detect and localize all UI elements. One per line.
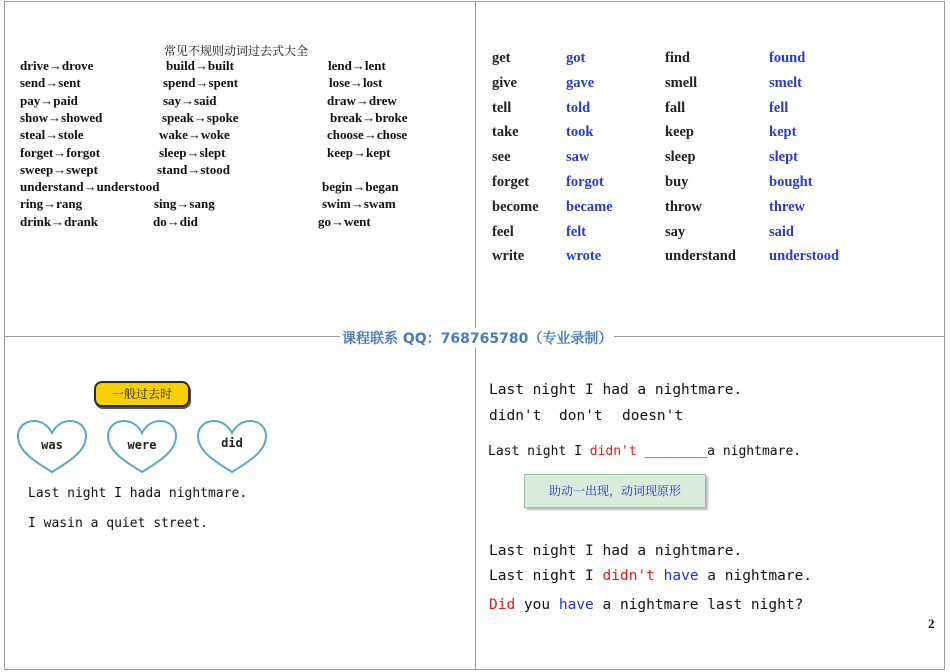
s3-mid: you [515,597,559,613]
base-verb: become [492,198,539,215]
verb-pair: lose→lost [329,75,383,91]
s3-suffix: a nightmare last night? [593,597,804,613]
slide1-title: 常见不规则动词过去式大全 [164,44,309,58]
heart-were [106,419,178,475]
page-number: 2 [928,616,935,631]
verb-pair: lend→lent [328,58,386,73]
base-verb: throw [665,198,702,215]
base-verb: see [492,149,511,166]
verb-pair: spend→spent [163,75,239,91]
past-verb: said [769,223,794,240]
base-verb: keep [665,124,694,141]
verb-pair: break→broke [330,109,408,125]
fill-sentence [488,444,801,459]
s2-blue: have [663,568,699,584]
fill-red: didn't [589,444,637,459]
past-verb: took [566,124,594,141]
verb-pair: choose→chose [327,127,408,143]
verb-pair: go→went [318,213,371,229]
aux-didnt: didn't [489,408,542,424]
base-verb: say [665,223,686,240]
s2-suffix: a nightmare. [698,568,813,584]
base-verb: buy [665,174,689,190]
past-verb: forgot [566,174,604,190]
slide3-sentence-1: Last night I hada nightmare. [28,486,248,501]
s3-blue: have [558,597,594,613]
verb-pair: draw→drew [327,92,397,108]
fill-prefix: Last night I [488,444,590,459]
heart-did-label: did [221,436,243,450]
watermark: 课程联系 QQ：768765780（专业录制） [340,328,614,348]
base-verb: write [492,248,525,265]
base-verb: forget [492,174,530,190]
aux-doesnt: doesn't [622,408,684,424]
verb-pair: pay→paid [20,92,78,108]
verb-pair: do→did [153,213,198,229]
base-verb: take [492,124,519,141]
base-verb: tell [492,99,512,116]
s2-prefix: Last night I [489,568,603,584]
slide4-sentence-affirmative: Last night I had a nightmare. [489,543,743,559]
verb-pair: wake→woke [159,127,230,143]
past-verb: felt [566,223,587,240]
verb-pair: stand→stood [157,161,230,177]
past-verb: got [566,50,586,66]
verb-pair: speak→spoke [162,109,239,125]
base-verb: get [492,50,511,66]
verb-pair: show→showed [20,109,103,125]
fill-blank: ________ [636,444,708,459]
past-verb: told [566,99,591,116]
verb-pair: drive→drove [20,58,94,73]
base-verb: feel [492,223,514,240]
heart-was [16,419,88,475]
past-verb: slept [769,149,798,166]
past-verb: understood [769,248,840,265]
verb-pair: drink→drank [20,213,99,229]
past-verb: gave [566,74,595,91]
verb-pair: begin→began [322,179,399,195]
fill-suffix: a nightmare. [707,444,802,459]
grammar-badge: 一般过去时 [94,381,190,407]
verb-pair: swim→swam [322,196,396,212]
base-verb: fall [665,99,686,116]
past-verb: kept [769,124,797,141]
verb-pair: ring→rang [20,196,83,212]
heart-was-label: was [41,438,63,452]
base-verb: find [665,50,690,66]
past-verb: smelt [769,74,803,91]
base-verb: understand [665,248,736,265]
past-verb: became [566,198,613,215]
verb-pair: sweep→swept [20,161,98,177]
rule-box: 助动一出现，动词现原形 [524,474,706,508]
past-verb: bought [769,174,813,190]
aux-dont: don't [559,408,603,424]
slide-3 [4,336,476,670]
slide3-sentence-2: I wasin a quiet street. [28,516,209,531]
s2-red: didn't [602,568,655,584]
verb-pair: forget→forgot [20,144,101,160]
heart-were-label: were [127,438,157,452]
s3-red: Did [489,597,516,613]
base-verb: give [492,74,517,91]
verb-pair: build→built [166,58,234,73]
slide4-sentence-negative [489,568,812,584]
past-verb: fell [769,99,789,116]
verb-pair: send→sent [20,75,81,91]
verb-pair: understand→understood [20,179,160,195]
slide-2 [475,1,945,337]
past-verb: saw [566,149,590,166]
verb-pair: steal→stole [20,127,84,143]
slide4-sentence-question [489,597,803,613]
verb-pair: sleep→slept [159,144,226,160]
verb-pair: sing→sang [154,196,215,212]
slide4-sentence-1: Last night I had a nightmare. [489,382,743,398]
past-verb: found [769,50,806,66]
heart-did [196,419,268,475]
past-verb: threw [769,198,805,215]
verb-pair: keep→kept [327,144,391,160]
verb-pair: say→said [163,92,217,108]
base-verb: sleep [665,149,696,166]
past-verb: wrote [566,248,602,265]
base-verb: smell [665,74,698,91]
